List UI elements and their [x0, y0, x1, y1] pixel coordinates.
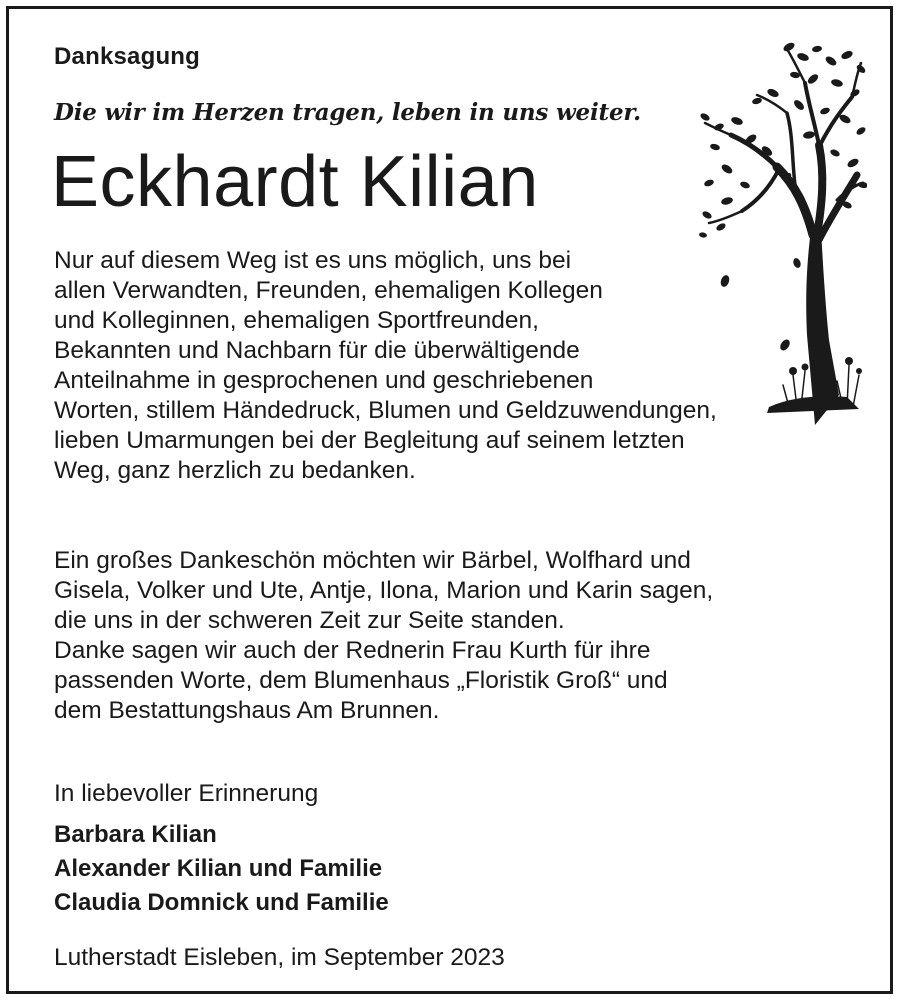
text-line: und Kolleginnen, ehemaligen Sportfreunden, — [54, 307, 539, 334]
text-line: Nur auf diesem Weg ist es uns möglich, uns bei — [54, 247, 572, 274]
signatory-name: Alexander Kilian und Familie — [54, 855, 383, 882]
text-line: die uns in der schweren Zeit zur Seite standen. — [54, 607, 565, 634]
signatory-name: Claudia Domnick und Familie — [54, 889, 389, 916]
closing-text: In liebevoller Erinnerung — [54, 780, 319, 807]
signatory-name: Barbara Kilian — [54, 821, 217, 848]
obituary-card — [6, 6, 893, 994]
text-line: Gisela, Volker und Ute, Antje, Ilona, Marion und Karin sagen, — [54, 577, 714, 604]
text-line: passenden Worte, dem Blumenhaus „Floristik Groß“ und — [54, 667, 668, 694]
notice-heading: Danksagung — [54, 43, 201, 70]
signatories — [54, 818, 389, 920]
closing-phrase — [54, 779, 318, 809]
thanks-paragraph — [54, 246, 717, 486]
text-line: Ein großes Dankeschön möchten wir Bärbel, Wolfhard und — [54, 547, 691, 574]
text-line: Anteilnahme in gesprochenen und geschriebenen — [54, 367, 594, 394]
memorial-motto: Die wir im Herzen tragen, leben in uns weiter. — [54, 99, 641, 126]
place-and-date — [54, 943, 505, 973]
text-line: Bekannten und Nachbarn für die überwältigende — [54, 337, 580, 364]
text-line: Weg, ganz herzlich zu bedanken. — [54, 457, 416, 484]
text-line: dem Bestattungshaus Am Brunnen. — [54, 697, 440, 724]
tree-silhouette-icon — [697, 35, 867, 425]
text-line: allen Verwandten, Freunden, ehemaligen Kollegen — [54, 277, 603, 304]
text-line: lieben Umarmungen bei der Begleitung auf seinem letzten — [54, 427, 685, 454]
special-thanks-paragraph — [54, 546, 713, 726]
text-line: Danke sagen wir auch der Rednerin Frau Kurth für ihre — [54, 637, 651, 664]
text-line: Worten, stillem Händedruck, Blumen und Geldzuwendungen, — [54, 397, 717, 424]
deceased-name: Eckhardt Kilian — [51, 142, 539, 222]
place-date-text: Lutherstadt Eisleben, im September 2023 — [54, 944, 505, 971]
